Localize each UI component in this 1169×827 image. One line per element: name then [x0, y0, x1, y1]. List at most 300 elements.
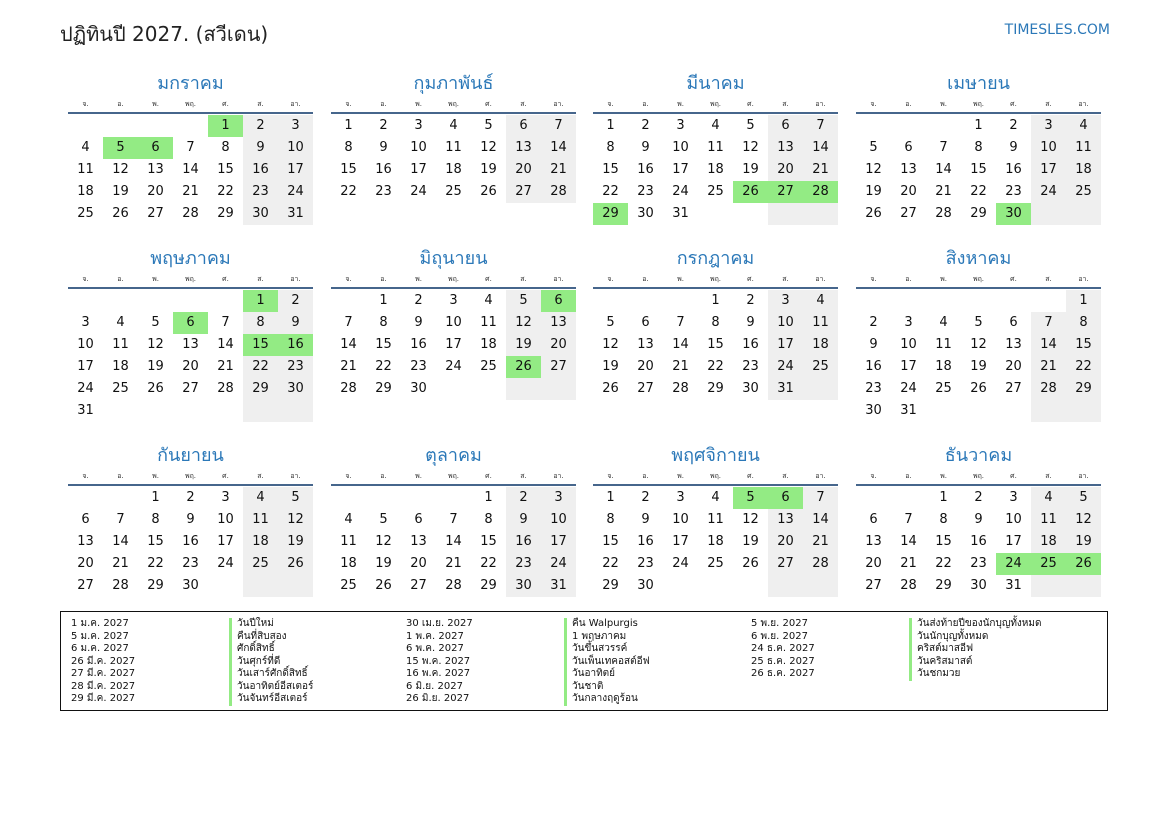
day-cell: 10: [410, 140, 427, 155]
holiday-date: 5 ม.ค. 2027: [71, 630, 129, 642]
day-cell: 31: [672, 206, 689, 221]
day-cell: 20: [768, 531, 803, 553]
empty-cell: [698, 575, 733, 597]
month-name: มกราคม: [157, 73, 224, 94]
day-cell: 23: [243, 181, 278, 203]
day-cell: 27: [1005, 381, 1022, 396]
day-cell: 9: [641, 512, 650, 527]
day-cell: 1: [974, 118, 983, 133]
day-cell: 15: [602, 534, 619, 549]
legend-row: [71, 693, 313, 706]
holiday-name: วันชาติ: [564, 681, 603, 694]
empty-cell: [208, 400, 243, 422]
weekday-label: พ.: [152, 100, 159, 108]
day-cell: 15: [707, 337, 724, 352]
empty-cell: [208, 575, 243, 597]
day-grid: [593, 487, 838, 597]
day-cell: 16: [278, 334, 313, 356]
day-cell: 19: [278, 531, 313, 553]
day-cell: 18: [340, 556, 357, 571]
day-cell: 8: [606, 140, 615, 155]
day-cell: 12: [1066, 509, 1101, 531]
day-cell: 14: [900, 534, 917, 549]
day-cell: 28: [672, 381, 689, 396]
month-block: [68, 442, 313, 597]
weekday-header: [856, 470, 1101, 486]
month-name: มีนาคม: [686, 73, 745, 94]
legend-row: [751, 631, 1042, 644]
holiday-name: วันเพ็นเทคอสต์อีฟ: [564, 656, 650, 669]
legend-row: [71, 656, 313, 669]
weekday-label: ศ.: [747, 472, 754, 480]
day-cell: 13: [1005, 337, 1022, 352]
holiday-name: วันปีใหม่: [229, 618, 274, 631]
day-cell: 17: [1005, 534, 1022, 549]
day-cell: 19: [1066, 531, 1101, 553]
day-cell: 27: [147, 206, 164, 221]
day-cell: 10: [672, 140, 689, 155]
day-cell: 7: [904, 512, 913, 527]
weekday-label: ส.: [257, 275, 264, 283]
day-cell: 26: [970, 381, 987, 396]
holiday-date: 6 พ.ค. 2027: [406, 643, 464, 654]
day-cell: 7: [803, 115, 838, 137]
weekday-label: พ.: [415, 275, 422, 283]
day-cell: 2: [379, 118, 388, 133]
legend-column: [71, 618, 313, 706]
day-cell: 18: [445, 162, 462, 177]
holiday-name: วันจันทร์อีสเตอร์: [229, 693, 308, 706]
month-name: มิถุนายน: [419, 248, 488, 269]
day-cell: 25: [707, 184, 724, 199]
holiday-name: วันคริสมาสต์: [909, 656, 972, 669]
weekday-label: อา.: [290, 472, 301, 480]
weekday-header: [593, 98, 838, 114]
calendar-grid: [68, 0, 1103, 600]
weekday-label: ส.: [257, 472, 264, 480]
day-cell: 22: [935, 556, 952, 571]
legend-row: [406, 631, 650, 644]
day-cell: 5: [974, 315, 983, 330]
day-cell: 21: [541, 159, 576, 181]
day-cell: 24: [278, 181, 313, 203]
day-cell: 14: [803, 137, 838, 159]
holiday-date: 27 มี.ค. 2027: [71, 668, 136, 679]
day-cell: 4: [484, 293, 493, 308]
day-cell: 3: [1031, 115, 1066, 137]
day-cell: 9: [641, 140, 650, 155]
day-cell: 21: [340, 359, 357, 374]
day-cell: 3: [449, 293, 458, 308]
day-cell: 10: [217, 512, 234, 527]
day-cell: 14: [541, 137, 576, 159]
day-cell: 5: [151, 315, 160, 330]
holiday-name: วันอาทิตย์: [564, 668, 615, 681]
day-cell: 21: [112, 556, 129, 571]
holiday-date: 16 พ.ค. 2027: [406, 668, 471, 679]
day-cell: 15: [1066, 334, 1101, 356]
day-cell: 11: [707, 512, 724, 527]
day-cell: 5: [484, 118, 493, 133]
day-cell: 11: [480, 315, 497, 330]
weekday-label: จ.: [345, 275, 352, 283]
day-cell: 4: [81, 140, 90, 155]
legend-row: [71, 643, 313, 656]
day-cell: 30: [278, 378, 313, 400]
holiday-date: 26 มี.ค. 2027: [71, 655, 136, 667]
weekday-label: ศ.: [222, 472, 229, 480]
day-cell: 7: [221, 315, 230, 330]
day-cell: 25: [480, 359, 497, 374]
day-cell: 19: [742, 162, 759, 177]
day-cell: 7: [939, 140, 948, 155]
empty-cell: [1066, 400, 1101, 422]
day-cell: 14: [1031, 334, 1066, 356]
day-cell: 9: [506, 509, 541, 531]
day-cell: 18: [77, 184, 94, 199]
weekday-label: จ.: [607, 275, 614, 283]
empty-cell: [173, 400, 208, 422]
weekday-label: ศ.: [222, 275, 229, 283]
day-cell: 25: [243, 553, 278, 575]
day-cell: 18: [112, 359, 129, 374]
day-cell: 23: [637, 184, 654, 199]
day-cell: 22: [970, 184, 987, 199]
weekday-label: ส.: [782, 100, 789, 108]
day-cell: 5: [733, 487, 768, 509]
day-cell: 2: [641, 490, 650, 505]
day-cell: 6: [904, 140, 913, 155]
day-cell: 24: [900, 381, 917, 396]
day-cell: 19: [147, 359, 164, 374]
day-cell: 7: [1031, 312, 1066, 334]
legend-row: [406, 693, 650, 706]
day-cell: 20: [865, 556, 882, 571]
empty-cell: [856, 487, 891, 509]
day-cell: 25: [112, 381, 129, 396]
day-cell: 1: [606, 490, 615, 505]
day-cell: 1: [484, 490, 493, 505]
weekday-label: พฤ.: [184, 100, 197, 108]
day-cell: 29: [147, 578, 164, 593]
empty-cell: [891, 290, 926, 312]
day-cell: 3: [541, 487, 576, 509]
day-cell: 10: [768, 312, 803, 334]
month-block: [331, 442, 576, 597]
day-cell: 22: [340, 184, 357, 199]
day-cell: 30: [970, 578, 987, 593]
legend-row: [71, 618, 313, 631]
day-cell: 19: [970, 359, 987, 374]
day-cell: 16: [1005, 162, 1022, 177]
empty-cell: [663, 290, 698, 312]
day-cell: 3: [904, 315, 913, 330]
day-cell: 12: [970, 337, 987, 352]
day-cell: 30: [637, 578, 654, 593]
day-cell: 7: [676, 315, 685, 330]
legend-row: [751, 618, 1042, 631]
weekday-label: อา.: [290, 275, 301, 283]
day-cell: 16: [410, 337, 427, 352]
day-cell: 14: [340, 337, 357, 352]
month-block: [593, 442, 838, 597]
day-cell: 13: [900, 162, 917, 177]
day-grid: [68, 290, 313, 422]
weekday-label: พฤ.: [972, 275, 985, 283]
day-cell: 17: [768, 334, 803, 356]
day-cell: 17: [541, 531, 576, 553]
holiday-date: 29 มี.ค. 2027: [71, 693, 136, 704]
day-cell: 27: [182, 381, 199, 396]
day-cell: 28: [340, 381, 357, 396]
holiday-name: คริสต์มาสอีฟ: [909, 643, 973, 656]
day-cell: 8: [974, 140, 983, 155]
weekday-label: ส.: [782, 472, 789, 480]
weekday-label: ส.: [1045, 472, 1052, 480]
weekday-label: ส.: [520, 275, 527, 283]
day-cell: 5: [506, 290, 541, 312]
empty-cell: [996, 290, 1031, 312]
day-cell: 16: [637, 534, 654, 549]
day-cell: 13: [865, 534, 882, 549]
empty-cell: [698, 203, 733, 225]
day-cell: 25: [445, 184, 462, 199]
weekday-label: จ.: [870, 472, 877, 480]
day-cell: 25: [77, 206, 94, 221]
day-cell: 23: [742, 359, 759, 374]
weekday-label: พ.: [415, 472, 422, 480]
day-cell: 18: [1066, 159, 1101, 181]
day-cell: 3: [81, 315, 90, 330]
day-cell: 12: [112, 162, 129, 177]
weekday-label: พฤ.: [709, 275, 722, 283]
weekday-label: อ.: [380, 472, 387, 480]
weekday-header: [68, 470, 313, 486]
day-cell: 6: [173, 312, 208, 334]
day-cell: 1: [344, 118, 353, 133]
day-cell: 2: [641, 118, 650, 133]
weekday-label: อ.: [905, 100, 912, 108]
weekday-label: พ.: [677, 275, 684, 283]
day-cell: 24: [672, 184, 689, 199]
day-cell: 30: [182, 578, 199, 593]
day-cell: 3: [414, 118, 423, 133]
legend-row: [751, 668, 1042, 681]
day-cell: 20: [182, 359, 199, 374]
day-cell: 5: [278, 487, 313, 509]
day-cell: 15: [970, 162, 987, 177]
day-cell: 26: [480, 184, 497, 199]
day-cell: 17: [672, 162, 689, 177]
site-link[interactable]: TIMESLES.COM: [1004, 22, 1110, 38]
day-grid: [593, 290, 838, 400]
day-cell: 23: [1005, 184, 1022, 199]
day-cell: 27: [637, 381, 654, 396]
day-cell: 11: [1031, 509, 1066, 531]
day-cell: 20: [506, 159, 541, 181]
empty-cell: [331, 290, 366, 312]
day-cell: 8: [939, 512, 948, 527]
day-cell: 5: [103, 137, 138, 159]
day-cell: 24: [410, 184, 427, 199]
day-cell: 5: [869, 140, 878, 155]
day-cell: 26: [742, 556, 759, 571]
empty-cell: [138, 115, 173, 137]
day-cell: 20: [768, 159, 803, 181]
weekday-label: ศ.: [222, 100, 229, 108]
day-cell: 30: [996, 203, 1031, 225]
day-cell: 12: [742, 140, 759, 155]
day-cell: 8: [484, 512, 493, 527]
day-cell: 4: [1066, 115, 1101, 137]
weekday-label: พ.: [940, 275, 947, 283]
month-block: [856, 442, 1101, 597]
day-cell: 20: [147, 184, 164, 199]
day-cell: 14: [935, 162, 952, 177]
day-cell: 8: [344, 140, 353, 155]
day-cell: 30: [506, 575, 541, 597]
day-grid: [593, 115, 838, 225]
day-cell: 4: [243, 487, 278, 509]
weekday-label: ส.: [782, 275, 789, 283]
weekday-header: [331, 470, 576, 486]
day-cell: 16: [970, 534, 987, 549]
day-cell: 20: [900, 184, 917, 199]
weekday-label: พฤ.: [972, 100, 985, 108]
month-name: ตุลาคม: [425, 445, 482, 466]
day-cell: 15: [217, 162, 234, 177]
weekday-label: อ.: [905, 472, 912, 480]
empty-cell: [996, 400, 1031, 422]
day-cell: 3: [676, 118, 685, 133]
day-cell: 15: [602, 162, 619, 177]
month-block: [856, 70, 1101, 225]
day-cell: 26: [278, 553, 313, 575]
day-cell: 5: [606, 315, 615, 330]
day-cell: 10: [77, 337, 94, 352]
day-cell: 6: [869, 512, 878, 527]
weekday-label: ส.: [520, 472, 527, 480]
day-cell: 22: [1066, 356, 1101, 378]
weekday-label: ส.: [1045, 100, 1052, 108]
holiday-name: คืน Walpurgis: [564, 618, 638, 631]
day-grid: [856, 487, 1101, 597]
empty-cell: [208, 290, 243, 312]
day-cell: 19: [375, 556, 392, 571]
month-name: กุมภาพันธ์: [413, 73, 494, 94]
weekday-label: ศ.: [1010, 100, 1017, 108]
day-cell: 8: [221, 140, 230, 155]
weekday-label: อ.: [117, 100, 124, 108]
weekday-label: อ.: [117, 275, 124, 283]
day-cell: 2: [243, 115, 278, 137]
day-cell: 7: [803, 487, 838, 509]
day-cell: 6: [506, 115, 541, 137]
day-cell: 31: [278, 203, 313, 225]
day-cell: 12: [865, 162, 882, 177]
day-cell: 26: [602, 381, 619, 396]
day-cell: 17: [278, 159, 313, 181]
day-cell: 1: [243, 290, 278, 312]
weekday-label: พฤ.: [184, 472, 197, 480]
day-cell: 4: [344, 512, 353, 527]
legend-row: [406, 656, 650, 669]
day-cell: 29: [217, 206, 234, 221]
holiday-date: 6 ม.ค. 2027: [71, 643, 129, 654]
day-cell: 27: [77, 578, 94, 593]
day-cell: 29: [970, 206, 987, 221]
weekday-label: อา.: [553, 100, 564, 108]
day-cell: 18: [707, 162, 724, 177]
day-cell: 4: [711, 490, 720, 505]
empty-cell: [68, 487, 103, 509]
day-cell: 28: [935, 206, 952, 221]
day-cell: 25: [803, 356, 838, 378]
day-cell: 13: [147, 162, 164, 177]
day-cell: 22: [243, 356, 278, 378]
day-cell: 16: [182, 534, 199, 549]
day-cell: 22: [217, 184, 234, 199]
page-title: ปฏิทินปี 2027. (สวีเดน): [60, 22, 269, 46]
empty-cell: [103, 487, 138, 509]
weekday-label: ศ.: [747, 100, 754, 108]
day-grid: [331, 290, 576, 400]
holiday-name: วันนักบุญทั้งหมด: [909, 631, 988, 644]
holiday-date: 6 มิ.ย. 2027: [406, 680, 463, 692]
day-cell: 30: [410, 381, 427, 396]
day-cell: 2: [869, 315, 878, 330]
legend-row: [71, 668, 313, 681]
day-cell: 11: [1066, 137, 1101, 159]
day-cell: 25: [935, 381, 952, 396]
empty-cell: [1031, 400, 1066, 422]
day-cell: 26: [147, 381, 164, 396]
day-cell: 16: [375, 162, 392, 177]
day-cell: 12: [147, 337, 164, 352]
day-cell: 29: [480, 578, 497, 593]
empty-cell: [243, 400, 278, 422]
day-cell: 4: [1031, 487, 1066, 509]
day-cell: 24: [445, 359, 462, 374]
empty-cell: [856, 115, 891, 137]
day-cell: 23: [637, 556, 654, 571]
day-cell: 26: [733, 181, 768, 203]
day-cell: 29: [707, 381, 724, 396]
day-cell: 16: [243, 159, 278, 181]
day-cell: 21: [445, 556, 462, 571]
empty-cell: [138, 400, 173, 422]
legend-row: [71, 631, 313, 644]
month-block: [856, 245, 1101, 422]
day-cell: 27: [541, 356, 576, 378]
legend-column: [406, 618, 650, 706]
weekday-label: จ.: [607, 100, 614, 108]
day-cell: 23: [865, 381, 882, 396]
day-cell: 15: [480, 534, 497, 549]
day-cell: 29: [243, 378, 278, 400]
day-cell: 11: [243, 509, 278, 531]
day-cell: 22: [602, 184, 619, 199]
day-cell: 26: [506, 356, 541, 378]
empty-cell: [243, 575, 278, 597]
month-name: สิงหาคม: [945, 248, 1012, 269]
day-cell: 27: [900, 206, 917, 221]
legend-row: [751, 643, 1042, 656]
day-cell: 25: [1066, 181, 1101, 203]
day-cell: 1: [151, 490, 160, 505]
day-cell: 8: [379, 315, 388, 330]
day-cell: 9: [379, 140, 388, 155]
